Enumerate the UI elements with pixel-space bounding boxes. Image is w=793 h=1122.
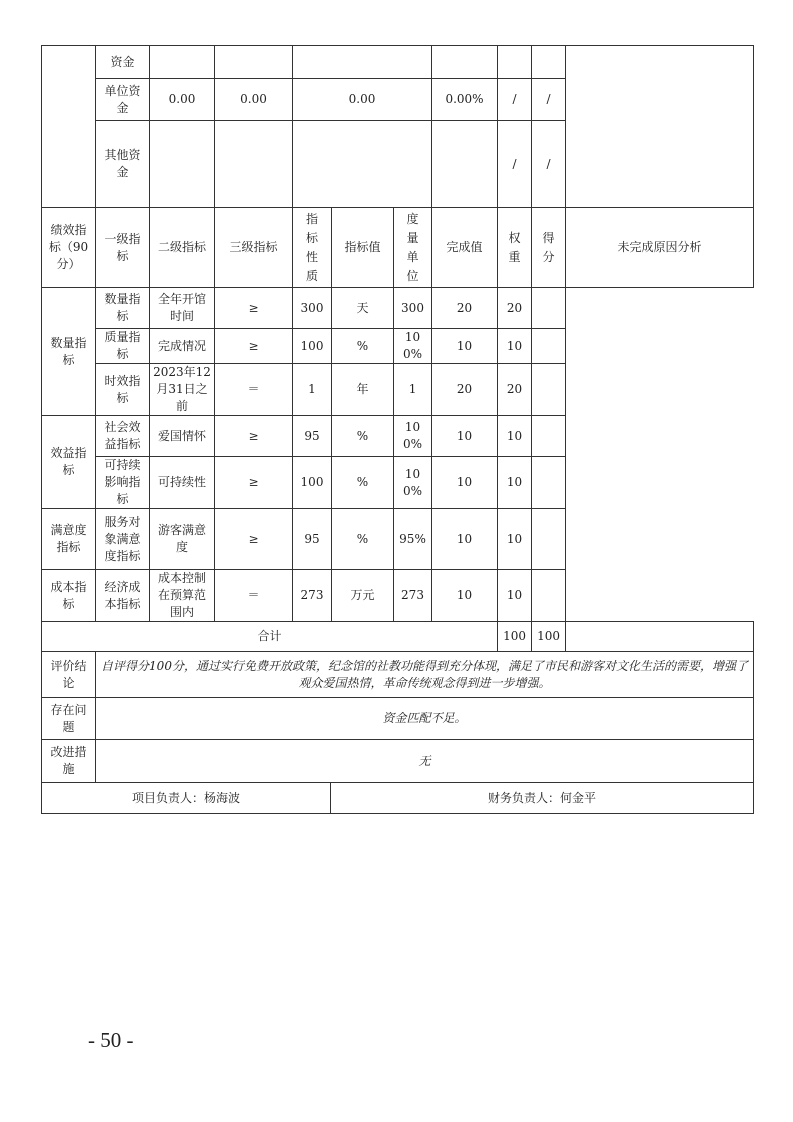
funds-note-cell — [566, 46, 754, 208]
summary-table — [41, 621, 754, 814]
indicator-actual: 273 — [394, 570, 432, 622]
measures-row — [42, 740, 754, 783]
indicator-unit: % — [332, 457, 394, 509]
level1-indicator: 效益指标 — [42, 416, 96, 509]
indicator-l3: 完成情况 — [150, 329, 215, 364]
header-cell: 得分 — [542, 230, 555, 264]
indicator-target: 95 — [293, 416, 332, 457]
indicator-row — [42, 509, 754, 570]
level1-indicator: 满意度指标 — [42, 509, 96, 570]
indicator-op: ≥ — [215, 288, 293, 329]
indicator-weight: 10 — [432, 329, 498, 364]
indicator-target: 1 — [293, 364, 332, 416]
total-label: 合计 — [42, 622, 498, 652]
evaluation-label: 评价结论 — [42, 652, 96, 698]
indicator-l3: 可持续性 — [150, 457, 215, 509]
indicator-row — [42, 288, 754, 329]
indicator-weight: 10 — [432, 416, 498, 457]
header-cell-wrap — [532, 208, 566, 288]
indicator-target: 273 — [293, 570, 332, 622]
total-weight: 100 — [498, 622, 532, 652]
header-cell-wrap — [498, 208, 532, 288]
indicator-l2: 可持续影响指标 — [96, 457, 150, 509]
header-cell: 完成值 — [432, 208, 498, 288]
indicator-target: 95 — [293, 509, 332, 570]
indicator-l2: 社会效益指标 — [96, 416, 150, 457]
funds-row — [42, 46, 754, 79]
finance-leader: 财务负责人：何金平 — [331, 783, 754, 814]
indicator-unit: % — [332, 416, 394, 457]
cell — [432, 121, 498, 208]
indicator-weight: 10 — [432, 509, 498, 570]
cell — [150, 46, 215, 79]
cell — [215, 121, 293, 208]
indicator-row — [42, 416, 754, 457]
signature-row — [42, 783, 754, 814]
cell: / — [498, 121, 532, 208]
indicator-l2: 时效指标 — [96, 364, 150, 416]
indicator-l3: 全年开馆时间 — [150, 288, 215, 329]
indicator-target: 100 — [293, 329, 332, 364]
header-cell-wrap — [293, 208, 332, 288]
indicator-l3: 2023年12月31日之前 — [150, 364, 215, 416]
indicator-target: 100 — [293, 457, 332, 509]
indicator-unit: % — [332, 509, 394, 570]
indicator-score: 20 — [498, 288, 532, 329]
indicator-score: 20 — [498, 364, 532, 416]
header-cell: 度量单位 — [406, 211, 419, 283]
indicator-unit: 年 — [332, 364, 394, 416]
fund-label: 单位资金 — [96, 79, 150, 121]
measures-label: 改进措施 — [42, 740, 96, 783]
indicator-l2: 质量指标 — [96, 329, 150, 364]
indicator-reason — [532, 509, 566, 570]
indicator-actual: 1 — [394, 364, 432, 416]
total-score: 100 — [532, 622, 566, 652]
level1-indicator: 数量指标 — [42, 288, 96, 416]
measures-text: 无 — [96, 740, 754, 783]
indicator-score: 10 — [498, 457, 532, 509]
header-cell: 指标值 — [332, 208, 394, 288]
indicator-l2: 经济成本指标 — [96, 570, 150, 622]
indicator-reason — [532, 457, 566, 509]
header-row — [42, 208, 754, 288]
indicator-l2: 数量指标 — [96, 288, 150, 329]
indicator-score: 10 — [498, 509, 532, 570]
indicator-actual: 300 — [394, 288, 432, 329]
indicator-op: ≥ — [215, 509, 293, 570]
table-wrapper — [41, 45, 753, 814]
cell: 0.00 — [150, 79, 215, 121]
funds-blank-cell — [42, 46, 96, 208]
header-cell-wrap — [394, 208, 432, 288]
indicator-l3: 游客满意度 — [150, 509, 215, 570]
indicator-actual: 100% — [394, 457, 432, 509]
fund-label: 其他资金 — [96, 121, 150, 208]
problems-row — [42, 698, 754, 740]
indicator-unit: 天 — [332, 288, 394, 329]
header-cell: 权重 — [508, 230, 521, 264]
indicator-unit: % — [332, 329, 394, 364]
fund-label: 资金 — [96, 46, 150, 79]
indicator-row — [42, 570, 754, 622]
indicator-op: ＝ — [215, 570, 293, 622]
indicator-actual: 95% — [394, 509, 432, 570]
indicator-reason — [532, 570, 566, 622]
page-number: - 50 - — [88, 1028, 134, 1052]
indicator-unit: 万元 — [332, 570, 394, 622]
indicator-weight: 20 — [432, 364, 498, 416]
indicator-row — [42, 364, 754, 416]
indicator-row — [42, 329, 754, 364]
indicator-l3: 成本控制在预算范围内 — [150, 570, 215, 622]
indicator-reason — [532, 288, 566, 329]
cell — [293, 46, 432, 79]
problems-label: 存在问题 — [42, 698, 96, 740]
cell: / — [498, 79, 532, 121]
cell — [432, 46, 498, 79]
indicator-op: ＝ — [215, 364, 293, 416]
indicator-weight: 10 — [432, 570, 498, 622]
cell: 0.00 — [293, 79, 432, 121]
indicator-reason — [532, 364, 566, 416]
indicator-op: ≥ — [215, 329, 293, 364]
cell: 0.00 — [215, 79, 293, 121]
cell: 0.00% — [432, 79, 498, 121]
indicator-weight: 10 — [432, 457, 498, 509]
cell — [532, 46, 566, 79]
header-cell: 未完成原因分析 — [566, 208, 754, 288]
cell — [150, 121, 215, 208]
indicator-op: ≥ — [215, 457, 293, 509]
indicator-l3: 爱国情怀 — [150, 416, 215, 457]
problems-text: 资金匹配不足。 — [96, 698, 754, 740]
cell — [498, 46, 532, 79]
indicator-score: 10 — [498, 570, 532, 622]
indicator-op: ≥ — [215, 416, 293, 457]
cell — [566, 622, 754, 652]
indicator-row — [42, 457, 754, 509]
header-cell: 二级指标 — [150, 208, 215, 288]
header-cell: 一级指标 — [96, 208, 150, 288]
evaluation-row — [42, 652, 754, 698]
total-row — [42, 622, 754, 652]
indicator-reason — [532, 329, 566, 364]
project-leader: 项目负责人：杨海波 — [42, 783, 331, 814]
header-cell: 三级指标 — [215, 208, 293, 288]
indicator-score: 10 — [498, 329, 532, 364]
indicator-score: 10 — [498, 416, 532, 457]
cell — [293, 121, 432, 208]
indicator-l2: 服务对象满意度指标 — [96, 509, 150, 570]
cell: / — [532, 121, 566, 208]
section-label: 绩效指标（90分） — [42, 208, 96, 288]
cell — [215, 46, 293, 79]
indicator-weight: 20 — [432, 288, 498, 329]
performance-table — [41, 45, 754, 622]
header-cell: 指标性质 — [305, 211, 318, 283]
indicator-actual: 100% — [394, 329, 432, 364]
indicator-actual: 100% — [394, 416, 432, 457]
indicator-reason — [532, 416, 566, 457]
indicator-target: 300 — [293, 288, 332, 329]
cell: / — [532, 79, 566, 121]
evaluation-text: 自评得分100分，通过实行免费开放政策，纪念馆的社教功能得到充分体现，满足了市民和游客对文化生活的需要，增强了观众爱国热情，革命传统观念得到进一步增强。 — [96, 652, 754, 698]
level1-indicator: 成本指标 — [42, 570, 96, 622]
